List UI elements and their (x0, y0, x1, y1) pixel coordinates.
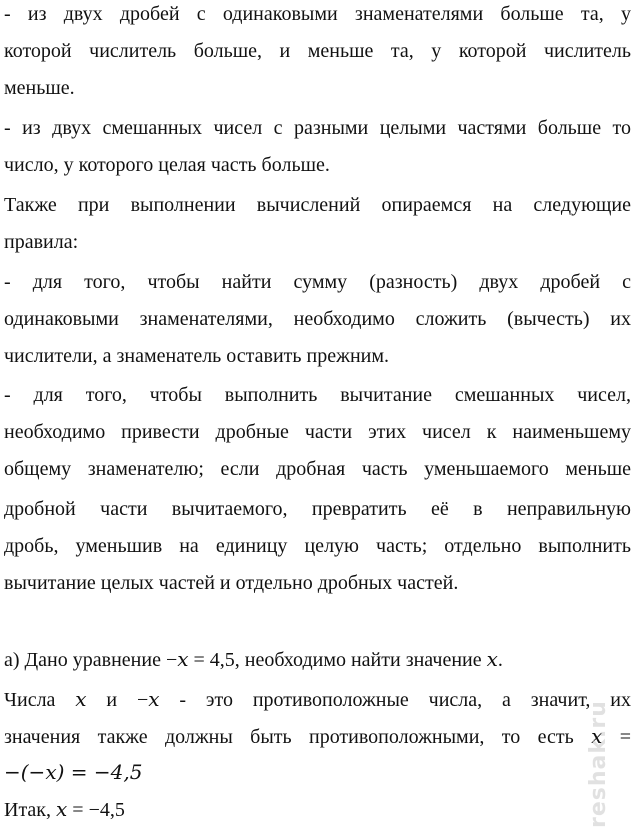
text-line-13: общему знаменателю; если дробная часть уменьшаемого меньше (4, 458, 631, 480)
watermark-text: reshak.ru (586, 700, 611, 828)
text-line-9: одинаковыми знаменателями, необходимо сложить (вычесть) их (4, 308, 631, 330)
text-line-19: значения также должны быть противоположными, то есть 𝑥 = (4, 726, 631, 748)
text-line-16: вычитание целых частей и отдельно дробных частей. (4, 572, 459, 594)
text-line-12: необходимо привести дробные части этих чисел к наименьшему (4, 421, 631, 443)
text-line-17: а) Дано уравнение −𝑥 = 4,5, необходимо найти значение 𝑥. (4, 649, 503, 671)
text-line-3: меньше. (4, 77, 75, 99)
text-line-8: - для того, чтобы найти сумму (разность) двух дробей с (4, 271, 631, 293)
text-line-21: Итак, 𝑥 = −4,5 (4, 799, 125, 821)
text-line-14: дробной части вычитаемого, превратить её в неправильную (4, 498, 631, 520)
text-line-20: −(−𝑥) = −4,5 (4, 760, 143, 784)
text-line-11: - для того, чтобы выполнить вычитание смешанных чисел, (4, 384, 631, 406)
text-line-2: которой числитель больше, и меньше та, у которой числитель (4, 40, 631, 62)
text-line-5: число, у которого целая часть больше. (4, 154, 330, 176)
text-line-18: Числа 𝑥 и −𝑥 - это противоположные числа, а значит, их (4, 689, 631, 711)
text-line-15: дробь, уменьшив на единицу целую часть; отдельно выполнить (4, 535, 631, 557)
text-line-4: - из двух смешанных чисел с разными целыми частями больше то (4, 117, 631, 139)
text-line-1: - из двух дробей с одинаковыми знаменателями больше та, у (4, 3, 631, 25)
text-line-6: Также при выполнении вычислений опираемся на следующие (4, 194, 631, 216)
text-line-7: правила: (4, 231, 79, 253)
text-line-10: числители, а знаменатель оставить прежним. (4, 345, 389, 367)
